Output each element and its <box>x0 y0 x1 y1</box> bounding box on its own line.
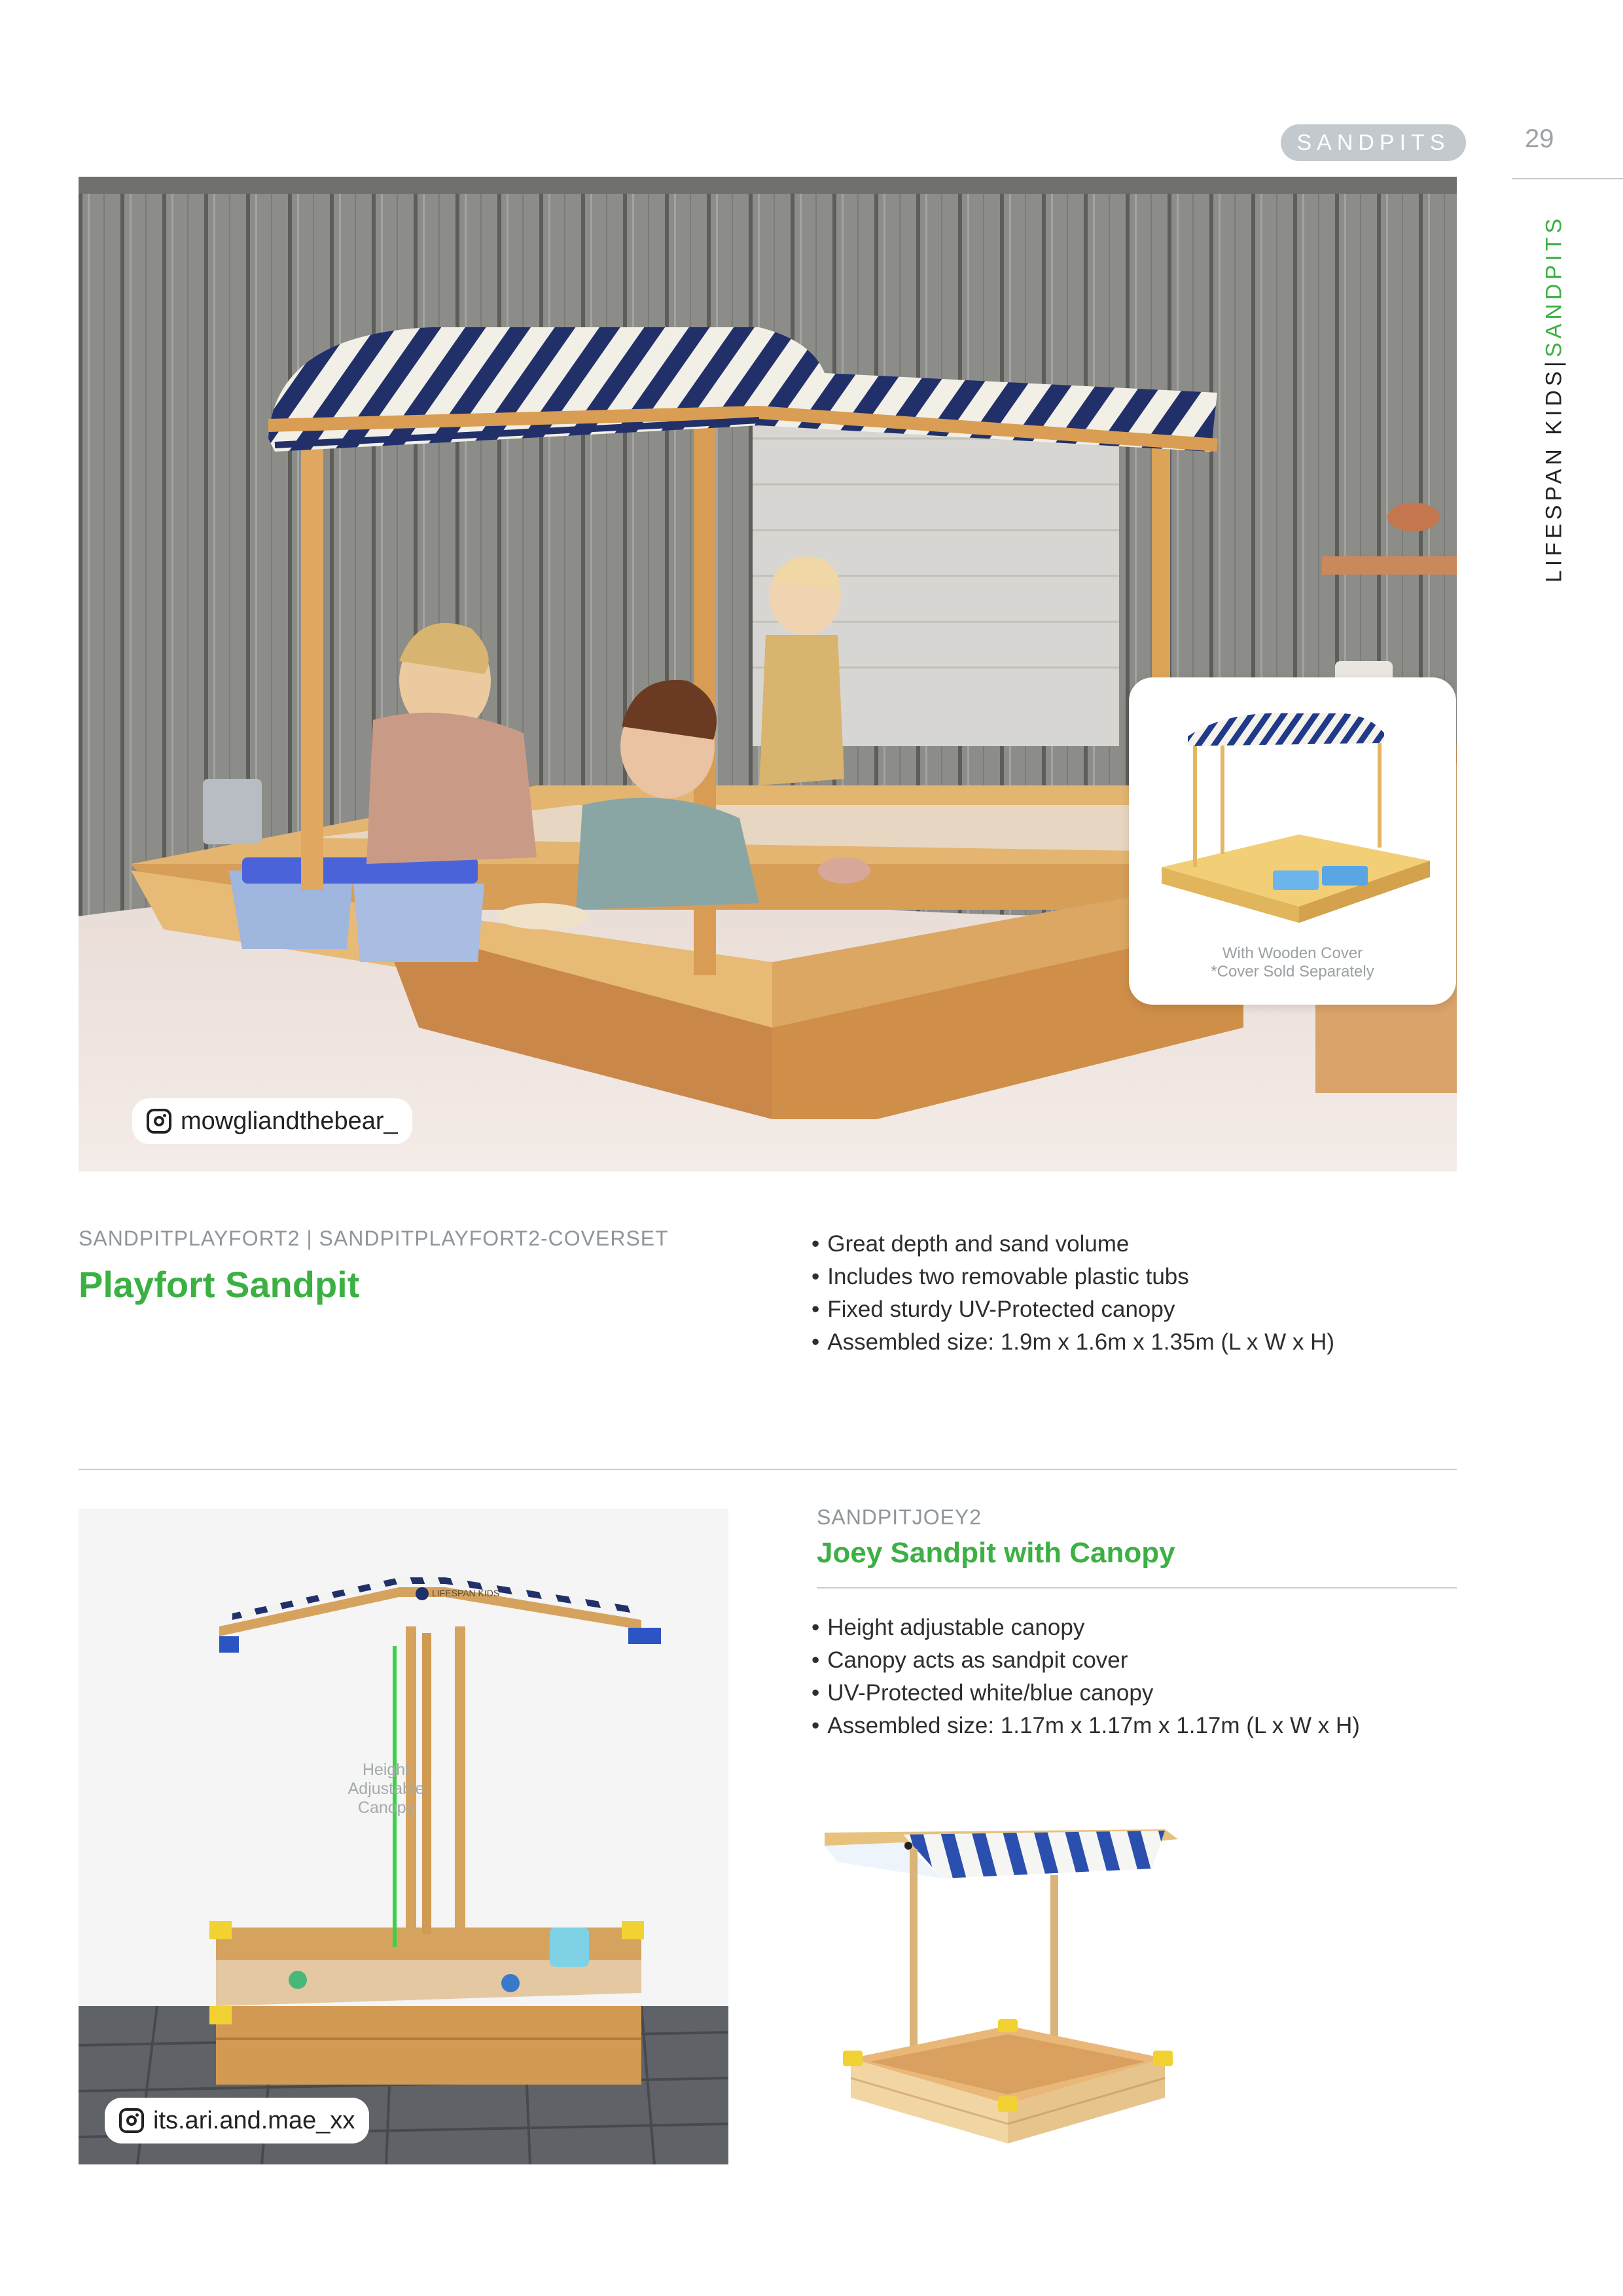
feature-item: • Assembled size: 1.9m x 1.6m x 1.35m (L x W x H) <box>812 1326 1334 1359</box>
playfort-title: Playfort Sandpit <box>79 1264 360 1305</box>
section-divider <box>79 1469 1457 1470</box>
joey-title: Joey Sandpit with Canopy <box>817 1537 1175 1569</box>
inset-caption-line2: *Cover Sold Separately <box>1211 963 1374 980</box>
joey-product-image <box>812 1816 1204 2170</box>
brand-name: LIFESPAN KIDS <box>1541 367 1567 583</box>
canopy-label-line1: Height <box>362 1761 410 1779</box>
joey-photo-logo: LIFESPAN KIDS <box>432 1588 500 1598</box>
joey-lifestyle-photo <box>79 1509 728 2164</box>
instagram-icon <box>119 2108 144 2133</box>
feature-item: • Great depth and sand volume <box>812 1228 1334 1261</box>
cover-variant-inset-card <box>1129 677 1456 1005</box>
page-number: 29 <box>1525 124 1554 153</box>
feature-item: • Canopy acts as sandpit cover <box>812 1644 1360 1677</box>
height-adjustable-callout <box>330 1761 442 1818</box>
playfort-hero-photo <box>79 177 1457 1172</box>
category-name: SANDPITS <box>1541 215 1567 358</box>
section-pill: SANDPITS <box>1281 124 1466 161</box>
inset-caption <box>1129 944 1456 981</box>
header-rule <box>1512 178 1623 179</box>
photo-handle: its.ari.and.mae_xx <box>153 2106 355 2134</box>
playfort-feature-list <box>812 1228 1334 1359</box>
feature-item: • UV-Protected white/blue canopy <box>812 1677 1360 1710</box>
instagram-icon <box>147 1109 171 1134</box>
photo-handle-badge <box>105 2098 369 2144</box>
brand-separator: | <box>1541 357 1567 368</box>
joey-title-underline <box>817 1587 1457 1588</box>
playfort-sku: SANDPITPLAYFORT2 | SANDPITPLAYFORT2-COVERSET <box>79 1227 669 1250</box>
vertical-brand-label <box>1531 196 1577 583</box>
joey-feature-list <box>812 1611 1360 1742</box>
cover-variant-illustration <box>1149 697 1436 933</box>
canopy-label-line2: Adjustable <box>348 1780 425 1798</box>
canopy-label-line3: Canopy <box>357 1799 415 1817</box>
inset-caption-line1: With Wooden Cover <box>1222 944 1363 962</box>
feature-item: • Height adjustable canopy <box>812 1611 1360 1644</box>
feature-item: • Assembled size: 1.17m x 1.17m x 1.17m (L x W x H) <box>812 1710 1360 1742</box>
photo-handle: mowgliandthebear_ <box>181 1107 398 1135</box>
photo-handle-badge <box>132 1098 412 1144</box>
feature-item: • Includes two removable plastic tubs <box>812 1261 1334 1293</box>
joey-sku: SANDPITJOEY2 <box>817 1505 982 1529</box>
feature-item: • Fixed sturdy UV-Protected canopy <box>812 1293 1334 1326</box>
